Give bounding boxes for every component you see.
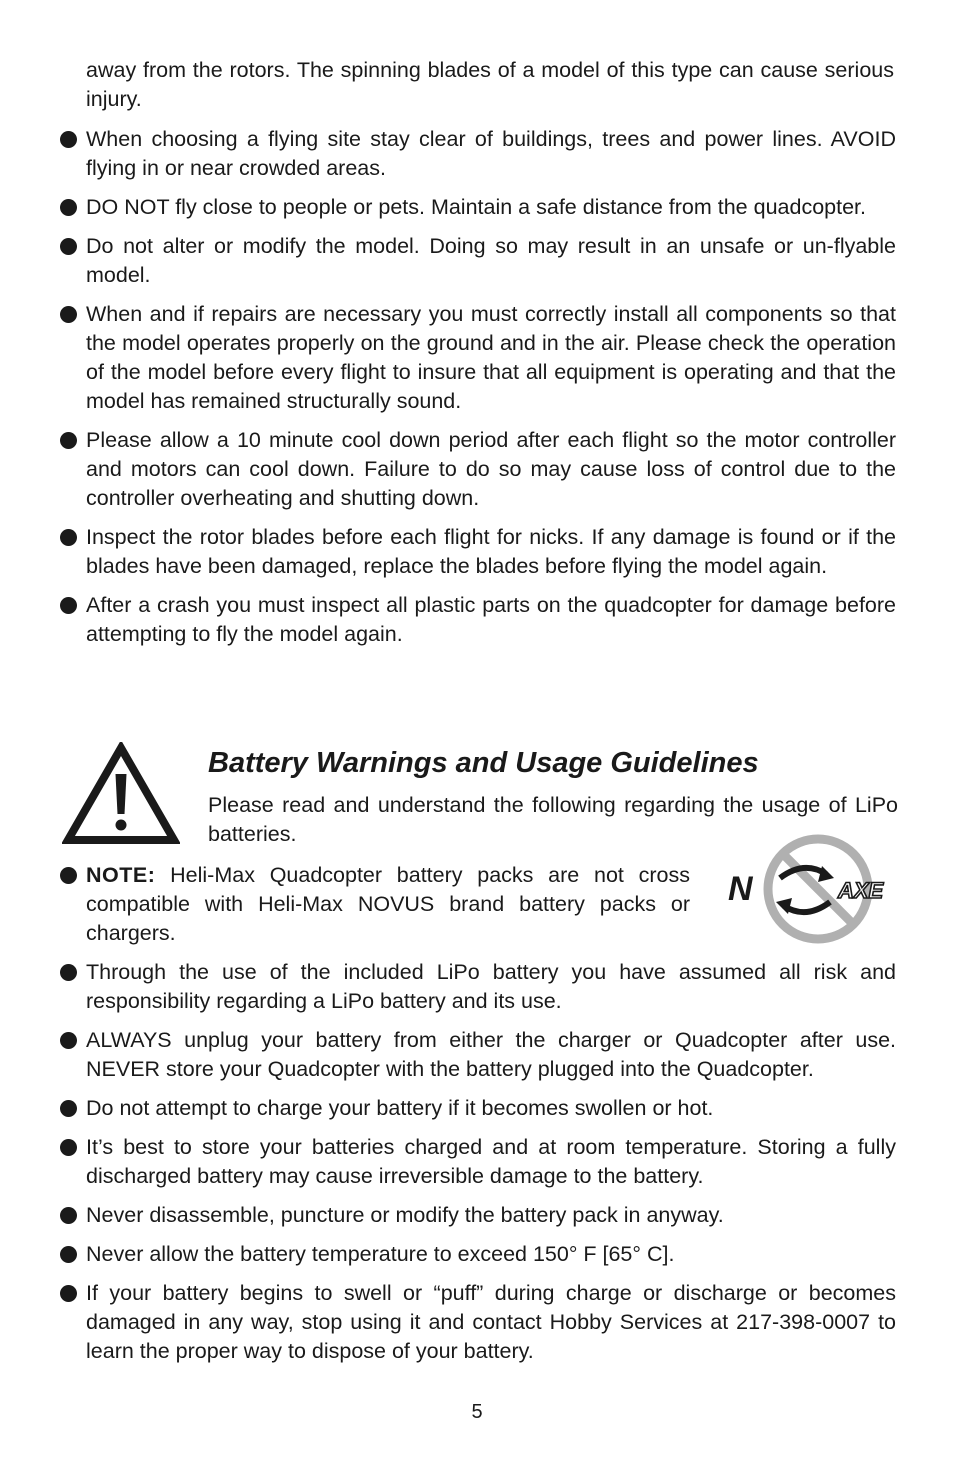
bullet-icon — [60, 199, 77, 216]
novus-logo-letter: N — [728, 870, 753, 908]
note-text: Heli-Max Quadcopter battery packs are not cross compatible with Heli-Max NOVUS brand battery packs or chargers. — [86, 863, 690, 945]
section-heading: Battery Warnings and Usage Guidelines — [208, 747, 759, 779]
no-cross-compatibility-icon — [722, 832, 898, 948]
list-item: If your battery begins to swell or “puff” during charge or discharge or becomes damaged in any way, stop using it and contact Hobby Services at 217-398-0007 to learn the proper way to dispose of your battery. — [60, 1279, 896, 1366]
list-item: Through the use of the included LiPo battery you have assumed all risk and responsibility regarding a LiPo battery and its use. — [60, 958, 896, 1016]
list-item: When choosing a flying site stay clear of buildings, trees and power lines. AVOID flying in or near crowded areas. — [60, 125, 896, 183]
list-item: When and if repairs are necessary you must correctly install all components so that the model operates properly on the ground and in the air. Please check the operation of the model before every flight to insure that all equipment is operating and that the model has remained structurally sound. — [60, 300, 896, 416]
list-item: Inspect the rotor blades before each flight for nicks. If any damage is found or if the blades have been damaged, replace the blades before flying the model again. — [60, 523, 896, 581]
note-label: NOTE: — [86, 863, 156, 887]
bullet-icon — [60, 597, 77, 614]
continuation-paragraph: away from the rotors. The spinning blades of a model of this type can cause serious injury. — [86, 58, 894, 111]
list-item: Never allow the battery temperature to exceed 150° F [65° C]. — [60, 1240, 896, 1269]
bullet-icon — [60, 1285, 77, 1302]
bullet-icon — [60, 1207, 77, 1224]
bullet-icon — [60, 867, 77, 884]
list-item: DO NOT fly close to people or pets. Maintain a safe distance from the quadcopter. — [60, 193, 896, 222]
list-item: It’s best to store your batteries charged and at room temperature. Storing a fully discharged battery may cause irreversible damage to the battery. — [60, 1133, 896, 1191]
bullet-icon — [60, 1139, 77, 1156]
list-item: Never disassemble, puncture or modify the battery pack in anyway. — [60, 1201, 896, 1230]
bullet-icon — [60, 1032, 77, 1049]
bullet-icon — [60, 238, 77, 255]
list-item: After a crash you must inspect all plastic parts on the quadcopter for damage before attempting to fly the model again. — [60, 591, 896, 649]
bullet-icon — [60, 131, 77, 148]
bullet-icon — [60, 964, 77, 981]
bullet-icon — [60, 432, 77, 449]
warning-triangle-icon — [62, 742, 180, 846]
page-number: 5 — [471, 1401, 483, 1423]
safety-list — [60, 125, 896, 659]
list-item: Do not alter or modify the model. Doing so may result in an unsafe or un-flyable model. — [60, 232, 896, 290]
note-item — [60, 861, 690, 948]
battery-list — [60, 958, 896, 1376]
bullet-icon — [60, 1100, 77, 1117]
list-item: Please allow a 10 minute cool down period after each flight so the motor controller and motors can cool down. Failure to do so may cause loss of control due to the controller overheating and shutting down. — [60, 426, 896, 513]
section-intro: Please read and understand the following regarding the usage of LiPo batteries. — [208, 793, 898, 846]
list-item: Do not attempt to charge your battery if it becomes swollen or hot. — [60, 1094, 896, 1123]
axe-logo-text: AXE — [838, 878, 884, 903]
bullet-icon — [60, 306, 77, 323]
list-item: ALWAYS unplug your battery from either the charger or Quadcopter after use. NEVER store your Quadcopter with the battery plugged into the Quadcopter. — [60, 1026, 896, 1084]
bullet-icon — [60, 529, 77, 546]
bullet-icon — [60, 1246, 77, 1263]
